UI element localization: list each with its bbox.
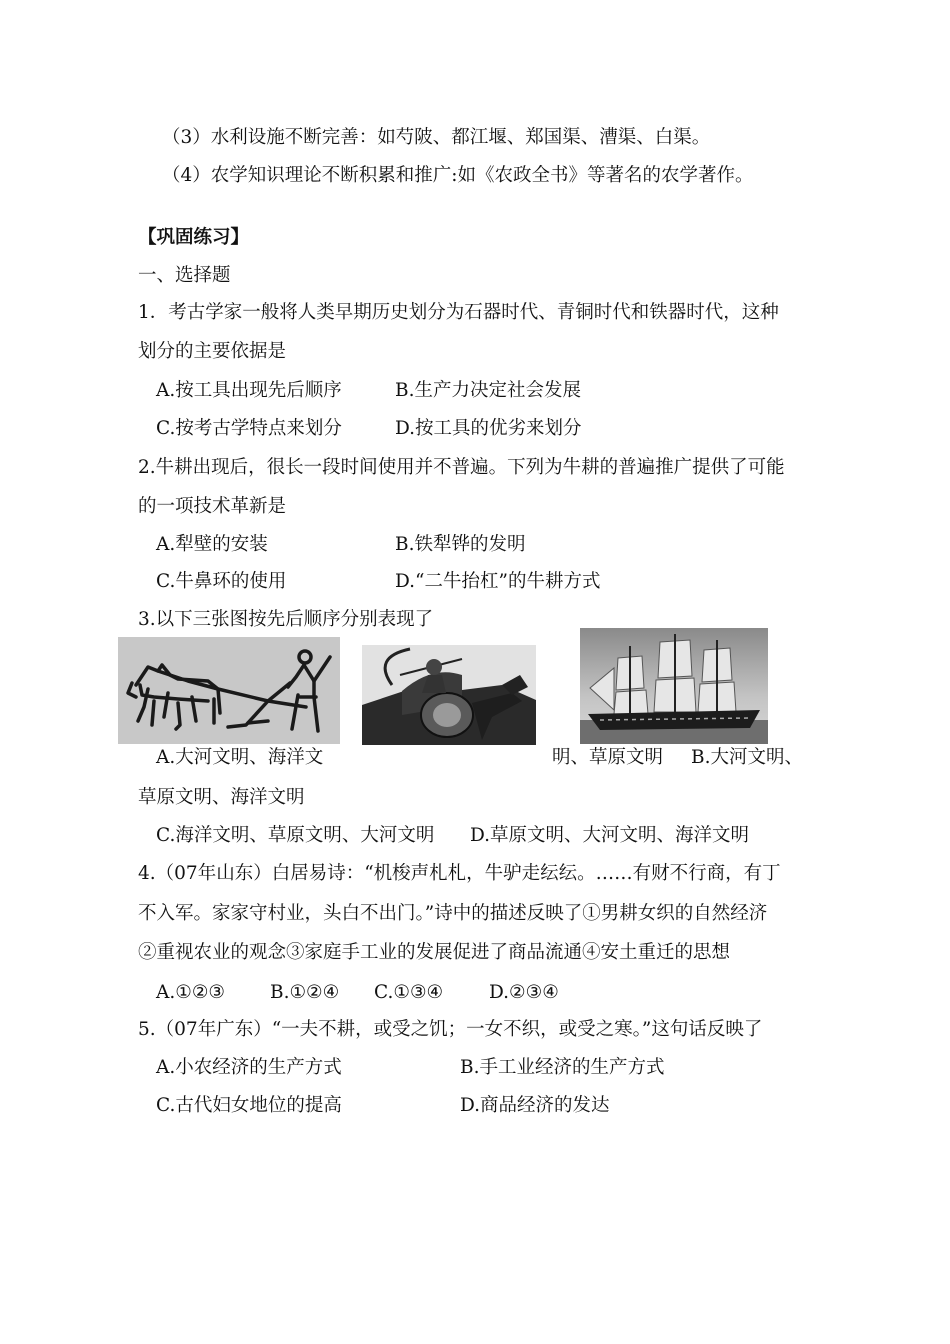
q3-option-b-part1: B.大河文明、 [691,747,803,768]
q3-option-a-part1: A.大河文明、海洋文 [156,747,324,768]
q1-stem-line1: 1．考古学家一般将人类早期历史划分为石器时代、青铜时代和铁器时代，这种 [138,302,779,323]
section-title: 【巩固练习】 [138,227,250,248]
q2-option-c: C.牛鼻环的使用 [156,571,287,592]
q2-stem-line1: 2.牛耕出现后，很长一段时间使用并不普遍。下列为牛耕的普遍推广提供了可能 [138,457,785,478]
q4-option-a: A.①②③ [156,982,225,1003]
q4-option-b: B.①②④ [270,982,340,1003]
q5-option-b: B.手工业经济的生产方式 [460,1057,665,1078]
q3-option-b-part2: 草原文明、海洋文明 [138,787,305,808]
ox-plough-image [118,637,340,744]
section-subtitle: 一、选择题 [138,265,231,286]
q1-option-c: C.按考古学特点来划分 [156,418,342,439]
q2-option-a: A.犁壁的安装 [156,534,268,555]
q5-option-c: C.古代妇女地位的提高 [156,1095,342,1116]
q4-stem-line2: 不入军。家家守村业，头白不出门。”诗中的描述反映了①男耕女织的自然经济 [138,903,768,924]
q1-option-d: D.按工具的优劣来划分 [395,418,582,439]
q1-stem-line2: 划分的主要依据是 [138,341,287,362]
q3-option-c: C.海洋文明、草原文明、大河文明 [156,825,435,846]
q3-stem: 3.以下三张图按先后顺序分别表现了 [138,609,434,630]
q3-option-d: D.草原文明、大河文明、海洋文明 [470,825,750,846]
q1-option-b: B.生产力决定社会发展 [395,380,581,401]
q2-stem-line2: 的一项技术革新是 [138,496,287,517]
q4-option-c: C.①③④ [374,982,444,1003]
q5-stem: 5.（07年广东）“一夫不耕，或受之饥；一女不织，或受之寒。”这句话反映了 [138,1019,763,1040]
q2-option-d: D.“二牛抬杠”的牛耕方式 [395,571,601,592]
q2-option-b: B.铁犁铧的发明 [395,534,526,555]
q4-option-d: D.②③④ [489,982,559,1003]
q4-stem-line1: 4.（07年山东）白居易诗：“机梭声札札，牛驴走纭纭。……有财不行商，有丁 [138,863,781,884]
intro-item-4: （4）农学知识理论不断积累和推广:如《农政全书》等著名的农学著作。 [162,165,754,186]
q1-option-a: A.按工具出现先后顺序 [156,380,342,401]
horse-archer-image [362,645,536,745]
q5-option-d: D.商品经济的发达 [460,1095,610,1116]
sailing-ship-image [580,628,768,744]
q4-stem-line3: ②重视农业的观念③家庭手工业的发展促进了商品流通④安土重迁的思想 [138,942,731,963]
q3-option-a-part2: 明、草原文明 [552,747,664,768]
intro-item-3: （3）水利设施不断完善：如芍陂、都江堰、郑国渠、漕渠、白渠。 [162,127,711,148]
q5-option-a: A.小农经济的生产方式 [156,1057,342,1078]
